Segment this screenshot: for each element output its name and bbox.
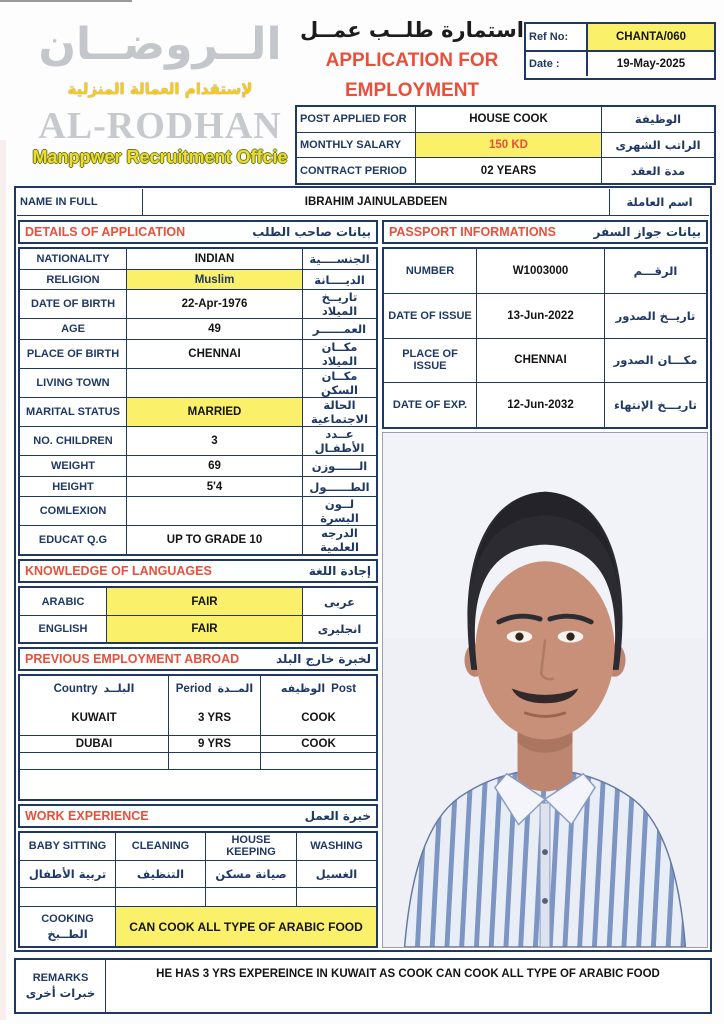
- applicant-photo: [382, 432, 708, 948]
- languages-section-header: [18, 559, 378, 583]
- row-value: 12-Jun-2032: [476, 383, 604, 427]
- details-title-arabic: بيانات صاحب الطلب: [252, 225, 371, 239]
- table-row: [384, 249, 706, 293]
- table-row: [20, 339, 376, 368]
- table-row: [384, 338, 706, 383]
- form-title-english-line1: APPLICATION FOR: [325, 50, 499, 71]
- logo-arabic: الــروضــان: [38, 19, 282, 70]
- post-value: COOK: [260, 702, 376, 735]
- row-label-arabic: الــــــوزن: [302, 456, 376, 476]
- row-label: NATIONALITY: [36, 252, 110, 265]
- work-experience-title: WORK EXPERIENCE: [25, 808, 149, 823]
- row-label-arabic: العمــــــر: [302, 319, 376, 339]
- scan-artifact: [0, 0, 132, 2]
- remarks-box: [14, 958, 712, 1014]
- table-row: [297, 132, 714, 158]
- table-row: [20, 702, 376, 735]
- row-label: PLACE OF BIRTH: [26, 348, 120, 361]
- table-row: [20, 289, 376, 318]
- row-label-arabic: الدرجه العلمية: [302, 526, 376, 554]
- name-label: NAME IN FULL: [20, 196, 98, 208]
- previous-employment-table: [18, 674, 378, 801]
- row-label: DATE OF BIRTH: [30, 298, 116, 311]
- logo-english: AL-RODHAN: [38, 105, 282, 147]
- period-value: [168, 753, 260, 769]
- column-header: WASHING: [296, 833, 376, 860]
- row-label-arabic: تاريــخ الميلاد: [302, 290, 376, 318]
- row-label: CONTRACT PERIOD: [300, 164, 407, 177]
- column-header: BABY SITTING: [28, 840, 107, 853]
- ref-date-box: [524, 22, 716, 80]
- applicant-photo-image: [383, 433, 707, 947]
- previous-employment-title-arabic: لخبرة خارج البلد: [275, 651, 371, 666]
- logo-english-subtitle: Manppwer Recruitment Offcie: [32, 147, 288, 167]
- row-label-arabic: تاريــخ الصدور: [604, 294, 706, 338]
- row-label: POST APPLIED FOR: [300, 113, 407, 126]
- scan-edge-tint: [0, 140, 6, 1020]
- row-label: WEIGHT: [51, 459, 95, 472]
- table-row: [20, 426, 376, 455]
- previous-employment-title: PREVIOUS EMPLOYMENT ABROAD: [25, 651, 240, 666]
- table-row: [384, 293, 706, 338]
- column-header: HOUSE KEEPING: [205, 833, 296, 860]
- row-label-arabic: مكــان السكن: [302, 369, 376, 397]
- row-label: NUMBER: [405, 264, 455, 277]
- period-value: 3 YRS: [168, 702, 260, 735]
- ref-value: CHANTA/060: [586, 24, 714, 50]
- passport-table: [382, 247, 708, 429]
- work-columns-english: [20, 833, 376, 860]
- table-row: [20, 769, 376, 770]
- row-label: DATE OF EXP.: [392, 399, 468, 412]
- name-value: IBRAHIM JAINULABDEEN: [142, 189, 609, 215]
- row-value: MARRIED: [126, 398, 302, 426]
- row-label: PLACE OF ISSUE: [402, 348, 458, 373]
- table-row: [20, 397, 376, 426]
- work-columns-arabic: [20, 860, 376, 887]
- languages-title: KNOWLEDGE OF LANGUAGES: [25, 564, 212, 579]
- row-value: FAIR: [106, 616, 302, 642]
- row-value: FAIR: [106, 588, 302, 614]
- table-row: [20, 588, 376, 614]
- country-value: DUBAI: [75, 737, 113, 750]
- row-label: MONTHLY SALARY: [300, 139, 402, 151]
- row-label-arabic: عــدد الأطفـال: [302, 427, 376, 455]
- details-section-header: [18, 220, 378, 244]
- row-label: HEIGHT: [52, 480, 94, 493]
- row-label: ENGLISH: [38, 622, 88, 635]
- row-label-arabic: الديــــانة: [302, 270, 376, 290]
- row-value: 02 YEARS: [415, 158, 601, 183]
- post-salary-table: [295, 105, 716, 185]
- table-row: [20, 752, 376, 769]
- row-label-arabic: الوظيفة: [601, 107, 714, 132]
- period-value: 9 YRS: [168, 736, 260, 752]
- country-header: Country البلــد: [53, 682, 135, 696]
- previous-employment-header-row: [20, 676, 376, 702]
- row-value: INDIAN: [126, 249, 302, 269]
- ref-row: [526, 24, 714, 50]
- ref-label: Ref No:: [529, 31, 569, 43]
- row-value: 22-Apr-1976: [126, 290, 302, 318]
- work-empty-row: [20, 887, 376, 906]
- date-value: 19-May-2025: [586, 52, 714, 76]
- row-value: 5'4: [126, 477, 302, 497]
- row-label-arabic: لــون البسرة: [302, 497, 376, 525]
- table-row: [20, 249, 376, 269]
- table-row: [20, 476, 376, 497]
- row-value: 150 KD: [415, 133, 601, 158]
- main-form-box: [14, 186, 712, 952]
- form-title-english-line2: EMPLOYMENT: [344, 80, 480, 101]
- previous-employment-section-header: [18, 647, 378, 671]
- table-row: [297, 107, 714, 132]
- row-label-arabic: الرقـــم: [604, 249, 706, 293]
- country-value: KUWAIT: [71, 712, 117, 725]
- post-header: الوظيفه Post: [260, 676, 376, 702]
- row-label-arabic: عربى: [302, 588, 376, 614]
- logo-arabic-subtitle: لإستقدام العمالة المنزلية: [67, 80, 253, 98]
- details-table: [18, 247, 378, 556]
- passport-title: PASSPORT INFORMATIONS: [389, 225, 556, 239]
- column-header-arabic: الغسيل: [296, 861, 376, 887]
- details-title: DETAILS OF APPLICATION: [25, 225, 186, 239]
- column-header-arabic: صيانة مسكن: [205, 861, 296, 887]
- row-label: DATE OF ISSUE: [388, 309, 472, 322]
- row-value: W1003000: [476, 249, 604, 293]
- table-row: [20, 269, 376, 290]
- row-label: AGE: [61, 323, 85, 336]
- remarks-label: REMARKS خبرات أخرى: [16, 960, 106, 1012]
- languages-title-arabic: إجادة اللغة: [308, 564, 371, 579]
- table-row: [20, 318, 376, 339]
- row-label: ARABIC: [41, 595, 85, 608]
- row-label-arabic: الحالة الاجتماعية: [302, 398, 376, 426]
- date-row: [526, 50, 714, 76]
- row-label-arabic: مكـــان الصدور: [604, 339, 706, 383]
- table-row: [20, 525, 376, 554]
- row-value: [126, 497, 302, 525]
- row-label: COMLEXION: [39, 505, 107, 518]
- row-value: 3: [126, 427, 302, 455]
- column-header: CLEANING: [115, 833, 205, 860]
- table-row: [20, 735, 376, 752]
- row-value: 13-Jun-2022: [476, 294, 604, 338]
- row-label: MARITAL STATUS: [26, 406, 120, 419]
- table-row: [297, 157, 714, 183]
- form-title-arabic: استمارة طلــب عمــل: [300, 18, 524, 42]
- row-value: 69: [126, 456, 302, 476]
- row-label-arabic: الجنســــية: [302, 249, 376, 269]
- name-row: [17, 189, 709, 216]
- work-experience-title-arabic: خبرة العمل: [304, 808, 371, 823]
- row-value: CHENNAI: [126, 340, 302, 368]
- post-value: COOK: [260, 736, 376, 752]
- right-column: [382, 220, 708, 948]
- row-label-arabic: مدة العقد: [601, 158, 714, 183]
- left-column: [18, 220, 378, 948]
- table-row: [20, 496, 376, 525]
- row-label: LIVING TOWN: [36, 377, 110, 390]
- row-label-arabic: الطــــــول: [302, 477, 376, 497]
- row-value: CHENNAI: [476, 339, 604, 383]
- cooking-label: COOKING الطــبخ: [41, 912, 94, 941]
- table-row: [384, 382, 706, 427]
- cooking-value: CAN COOK ALL TYPE OF ARABIC FOOD: [115, 907, 376, 947]
- remarks-text: HE HAS 3 YRS EXPEREINCE IN KUWAIT AS COOK CAN COOK ALL TYPE OF ARABIC FOOD: [156, 968, 660, 980]
- passport-section-header: [382, 220, 708, 244]
- row-label: RELIGION: [46, 273, 100, 286]
- row-value: Muslim: [126, 270, 302, 290]
- table-row: [20, 368, 376, 397]
- row-value: HOUSE COOK: [415, 107, 601, 132]
- row-value: UP TO GRADE 10: [126, 526, 302, 554]
- date-label: Date :: [529, 58, 560, 70]
- row-label: NO. CHILDREN: [33, 435, 113, 448]
- cooking-row: [20, 906, 376, 947]
- table-row: [20, 615, 376, 642]
- row-label-arabic: الراتب الشهرى: [601, 133, 714, 158]
- work-experience-table: [18, 831, 378, 948]
- name-label-arabic: اسم العاملة: [609, 189, 709, 215]
- column-header-arabic: التنظيف: [115, 861, 205, 887]
- post-value: [260, 753, 376, 769]
- row-value: [126, 369, 302, 397]
- row-label: EDUCAT Q.G: [38, 534, 108, 547]
- row-label-arabic: تاريـــخ الإنتهاء: [604, 383, 706, 427]
- table-row: [20, 455, 376, 476]
- row-label-arabic: مكــان الميلاد: [302, 340, 376, 368]
- country-value: [20, 753, 168, 769]
- column-header-arabic: تربية الأطفال: [28, 866, 107, 881]
- row-value: 49: [126, 319, 302, 339]
- period-header: Period المــدة: [168, 676, 260, 702]
- languages-table: [18, 586, 378, 644]
- passport-title-arabic: بيانات جواز السفر: [593, 225, 701, 239]
- work-experience-section-header: [18, 804, 378, 828]
- row-label-arabic: انجليرى: [302, 616, 376, 642]
